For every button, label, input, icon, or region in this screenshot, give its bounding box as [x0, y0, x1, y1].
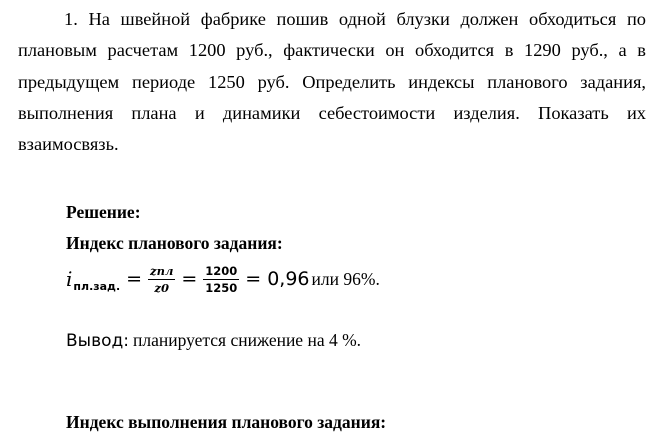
solution-heading: Решение:	[66, 202, 141, 222]
formula-subscript: пл.зад.	[73, 279, 121, 293]
conclusion-label: Вывод:	[66, 331, 129, 351]
fraction-symbolic-denominator: z0	[154, 280, 169, 295]
fraction-numeric-denominator: 1250	[205, 280, 238, 295]
conclusion-line	[66, 330, 361, 351]
formula-equals-1: =	[126, 268, 143, 290]
plan-index-heading: Индекс планового задания:	[66, 233, 283, 253]
conclusion-text: планируется снижение на 4 %.	[133, 330, 362, 350]
fraction-symbolic-numerator: zпл	[150, 263, 174, 278]
plan-index-formula	[66, 257, 380, 301]
formula-percent-text: или 96%.	[311, 268, 380, 289]
fraction-numeric-numerator: 1200	[205, 263, 238, 278]
fraction-symbolic	[148, 264, 175, 295]
exec-index-heading: Индекс выполнения планового задания:	[66, 412, 387, 432]
formula-result: 0,96	[267, 268, 310, 290]
formula-equals-3: =	[245, 268, 262, 290]
formula-symbol: i	[66, 267, 73, 291]
fraction-bar	[148, 279, 175, 280]
task-paragraph: 1. На швейной фабрике пошив одной блузки должен обходиться по плановым расчетам 1200 руб., фактически он обходится в 1290 руб., а в предыдущем периоде 1250 руб. Определить индексы планового задания, выполнения плана и динамики себестоимости изделия. Показать их взаимосвязь.	[18, 9, 646, 155]
fraction-bar	[203, 279, 239, 280]
formula-equals-2: =	[181, 268, 198, 290]
fraction-numeric	[203, 264, 239, 295]
